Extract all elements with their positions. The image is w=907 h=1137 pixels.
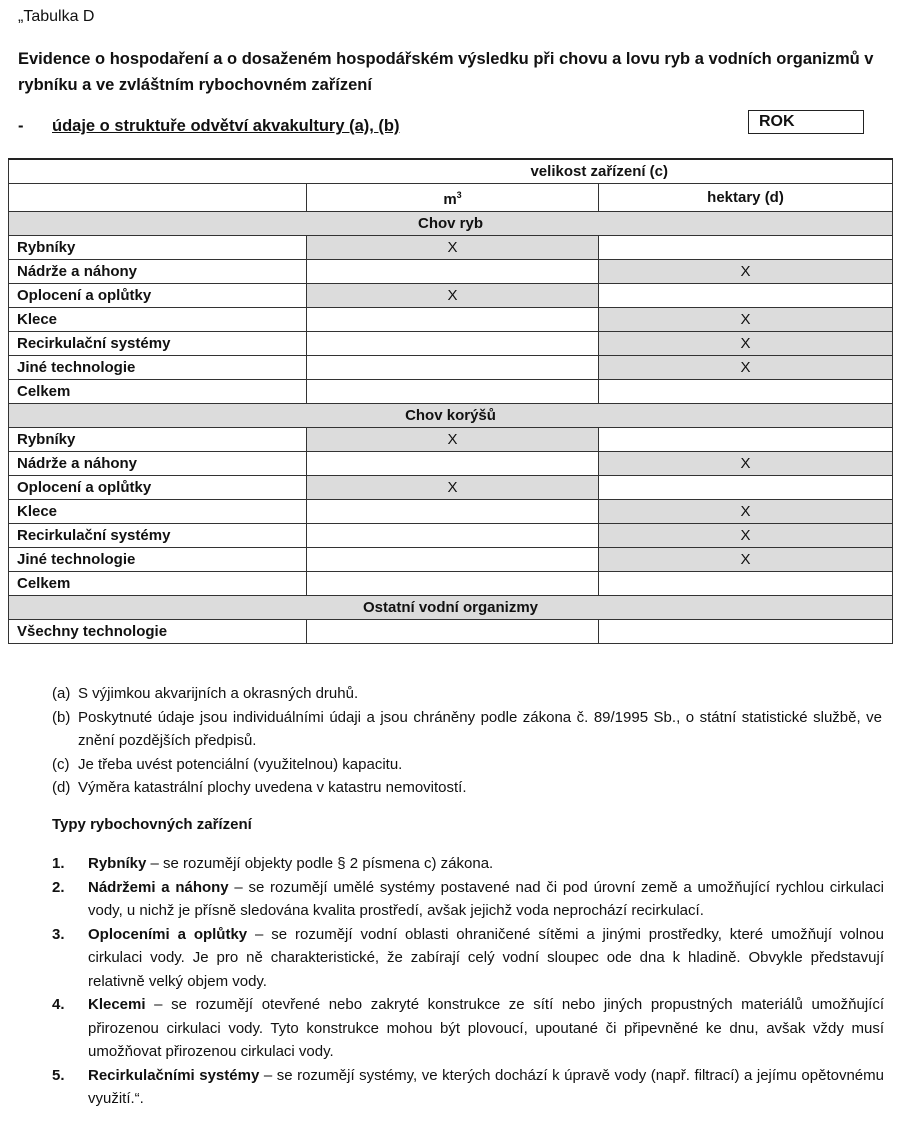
type-text <box>88 993 884 1064</box>
table-row <box>9 284 893 308</box>
table-row <box>9 620 893 644</box>
cell-hectares[interactable] <box>599 380 893 404</box>
cell-hectares[interactable] <box>599 572 893 596</box>
cell-m3[interactable] <box>307 260 599 284</box>
section-row <box>9 596 893 620</box>
cell-m3[interactable] <box>307 356 599 380</box>
cell-hectares[interactable] <box>599 236 893 260</box>
type-text <box>88 1064 884 1111</box>
footnote <box>52 706 882 753</box>
footnote-text: S výjimkou akvarijních a okrasných druhů. <box>78 685 359 702</box>
cell-hectares[interactable] <box>599 620 893 644</box>
cell-m3[interactable] <box>307 500 599 524</box>
footnote <box>52 682 882 706</box>
table-row <box>9 356 893 380</box>
type-number: 5. <box>52 1066 65 1084</box>
type-item <box>52 876 884 923</box>
header-m3 <box>307 184 599 212</box>
cell-m3[interactable] <box>307 380 599 404</box>
type-term: Recirkulačními systémy <box>88 1066 260 1084</box>
section-row <box>9 212 893 236</box>
cell-hectares: X <box>599 548 893 572</box>
table-row <box>9 260 893 284</box>
header-row-units <box>9 184 893 212</box>
cell-hectares: X <box>599 452 893 476</box>
type-number: 4. <box>52 996 65 1013</box>
cell-m3: X <box>307 476 599 500</box>
subheading-dash: - <box>18 117 24 135</box>
row-label: Klece <box>9 500 307 524</box>
cell-hectares: X <box>599 500 893 524</box>
footnote-text: Poskytnuté údaje jsou individuálními údaji a jsou chráněny podle zákona č. 89/1995 Sb., o státní statistické službě, ve znění pozdějších předpisů. <box>78 708 882 749</box>
header-m3-label: m <box>443 191 457 208</box>
row-label: Nádrže a náhony <box>9 452 307 476</box>
footnote-text: Výměra katastrální plochy uvedena v katastru nemovitostí. <box>78 779 467 796</box>
cell-hectares[interactable] <box>599 284 893 308</box>
header-empty-cell <box>9 184 307 212</box>
cell-m3: X <box>307 428 599 452</box>
row-label: Jiné technologie <box>9 548 307 572</box>
footnote <box>52 776 882 800</box>
cell-m3[interactable] <box>307 524 599 548</box>
type-term: Oploceními a oplůtky <box>88 925 248 943</box>
type-text <box>88 876 884 923</box>
row-label: Klece <box>9 308 307 332</box>
type-term: Nádržemi a náhony <box>88 878 229 896</box>
section-title: Ostatní vodní organizmy <box>9 596 893 620</box>
header-row-group <box>9 159 893 184</box>
cell-m3[interactable] <box>307 452 599 476</box>
table-row <box>9 308 893 332</box>
subheading <box>18 117 400 136</box>
document-heading: Evidence o hospodaření a o dosaženém hospodářském výsledku při chovu a lovu ryb a vodních organizmů v rybníku a ve zvláštním rybochovném zařízení <box>18 50 874 94</box>
table-row <box>9 524 893 548</box>
cell-hectares: X <box>599 260 893 284</box>
table-row <box>9 332 893 356</box>
section-title: Chov korýšů <box>9 404 893 428</box>
row-label: Nádrže a náhony <box>9 260 307 284</box>
table-row <box>9 500 893 524</box>
table-row <box>9 572 893 596</box>
header-ha: hektary (d) <box>599 184 893 212</box>
table-row <box>9 236 893 260</box>
type-text <box>88 923 884 994</box>
cell-m3[interactable] <box>307 548 599 572</box>
cell-hectares: X <box>599 308 893 332</box>
types-list <box>52 852 884 1111</box>
table-row <box>9 452 893 476</box>
cell-hectares[interactable] <box>599 428 893 452</box>
section-row <box>9 404 893 428</box>
subheading-text: údaje o struktuře odvětví akvakultury (a), (b) <box>52 117 400 135</box>
table-row <box>9 428 893 452</box>
cell-m3[interactable] <box>307 620 599 644</box>
table-row <box>9 476 893 500</box>
type-description: – se rozumějí objekty podle § 2 písmena c) zákona. <box>146 855 494 872</box>
row-label: Rybníky <box>9 428 307 452</box>
type-item <box>52 1064 884 1111</box>
type-description: – se rozumějí systémy, ve kterých dochází k úpravě vody (např. filtrací) a jejímu opětovnému využití.“. <box>88 1066 884 1107</box>
table-row <box>9 548 893 572</box>
row-label: Celkem <box>9 380 307 404</box>
row-label: Recirkulační systémy <box>9 524 307 548</box>
type-item <box>52 923 884 994</box>
row-label: Oplocení a oplůtky <box>9 284 307 308</box>
table-label: „Tabulka D <box>18 8 95 25</box>
type-description: – se rozumějí otevřené nebo zakryté konstrukce ze sítí nebo jiných propustných materiálů umožňující přirozenou cirkulaci vody. Tyto konstrukce mohou být plovoucí, upoutané či připevněné ke dnu, avšak vždy musí umožňovat přirozenou cirkulaci vody. <box>88 996 884 1060</box>
type-text <box>88 852 884 876</box>
aquaculture-table <box>8 158 893 644</box>
type-item <box>52 993 884 1064</box>
type-description: – se rozumějí umělé systémy postavené nad či pod úrovní země a umožňující rychlou cirkulaci vody, u nichž je přísně sledována kvalita prostředí, avšak jejichž voda neprochází recirkulací. <box>88 878 884 919</box>
type-number: 1. <box>52 855 65 872</box>
footnote-key: (c) <box>52 755 70 773</box>
footnote-text: Je třeba uvést potenciální (využitelnou) kapacitu. <box>78 755 403 773</box>
cell-hectares: X <box>599 356 893 380</box>
types-title: Typy rybochovných zařízení <box>52 816 252 833</box>
row-label: Všechny technologie <box>9 620 307 644</box>
footnote-key: (d) <box>52 779 71 796</box>
type-number: 3. <box>52 925 65 943</box>
footnote-key: (a) <box>52 685 71 702</box>
footnotes <box>52 682 882 800</box>
footnote-key: (b) <box>52 708 71 726</box>
header-m3-sup: 3 <box>456 190 462 200</box>
cell-m3[interactable] <box>307 332 599 356</box>
type-term: Klecemi <box>88 996 146 1013</box>
type-item <box>52 852 884 876</box>
row-label: Recirkulační systémy <box>9 332 307 356</box>
row-label: Oplocení a oplůtky <box>9 476 307 500</box>
type-term: Rybníky <box>88 855 147 872</box>
row-label: Celkem <box>9 572 307 596</box>
cell-m3[interactable] <box>307 308 599 332</box>
cell-hectares: X <box>599 524 893 548</box>
cell-m3: X <box>307 236 599 260</box>
cell-hectares: X <box>599 332 893 356</box>
cell-m3[interactable] <box>307 572 599 596</box>
type-number: 2. <box>52 878 65 896</box>
header-empty-cell <box>9 159 307 184</box>
footnote <box>52 753 882 777</box>
row-label: Rybníky <box>9 236 307 260</box>
row-label: Jiné technologie <box>9 356 307 380</box>
table-row <box>9 380 893 404</box>
header-group-label: velikost zařízení (c) <box>307 159 893 184</box>
cell-m3: X <box>307 284 599 308</box>
section-title: Chov ryb <box>9 212 893 236</box>
year-field[interactable]: ROK <box>748 110 864 134</box>
cell-hectares[interactable] <box>599 476 893 500</box>
type-description: – se rozumějí vodní oblasti ohraničené sítěmi a jinými prostředky, které umožňují volnou cirkulaci vody. Je pro ně charakteristické, že zabírají celý vodní sloupec ode dna k hladině. Obvykle představují relativně velký objem vody. <box>88 925 884 990</box>
